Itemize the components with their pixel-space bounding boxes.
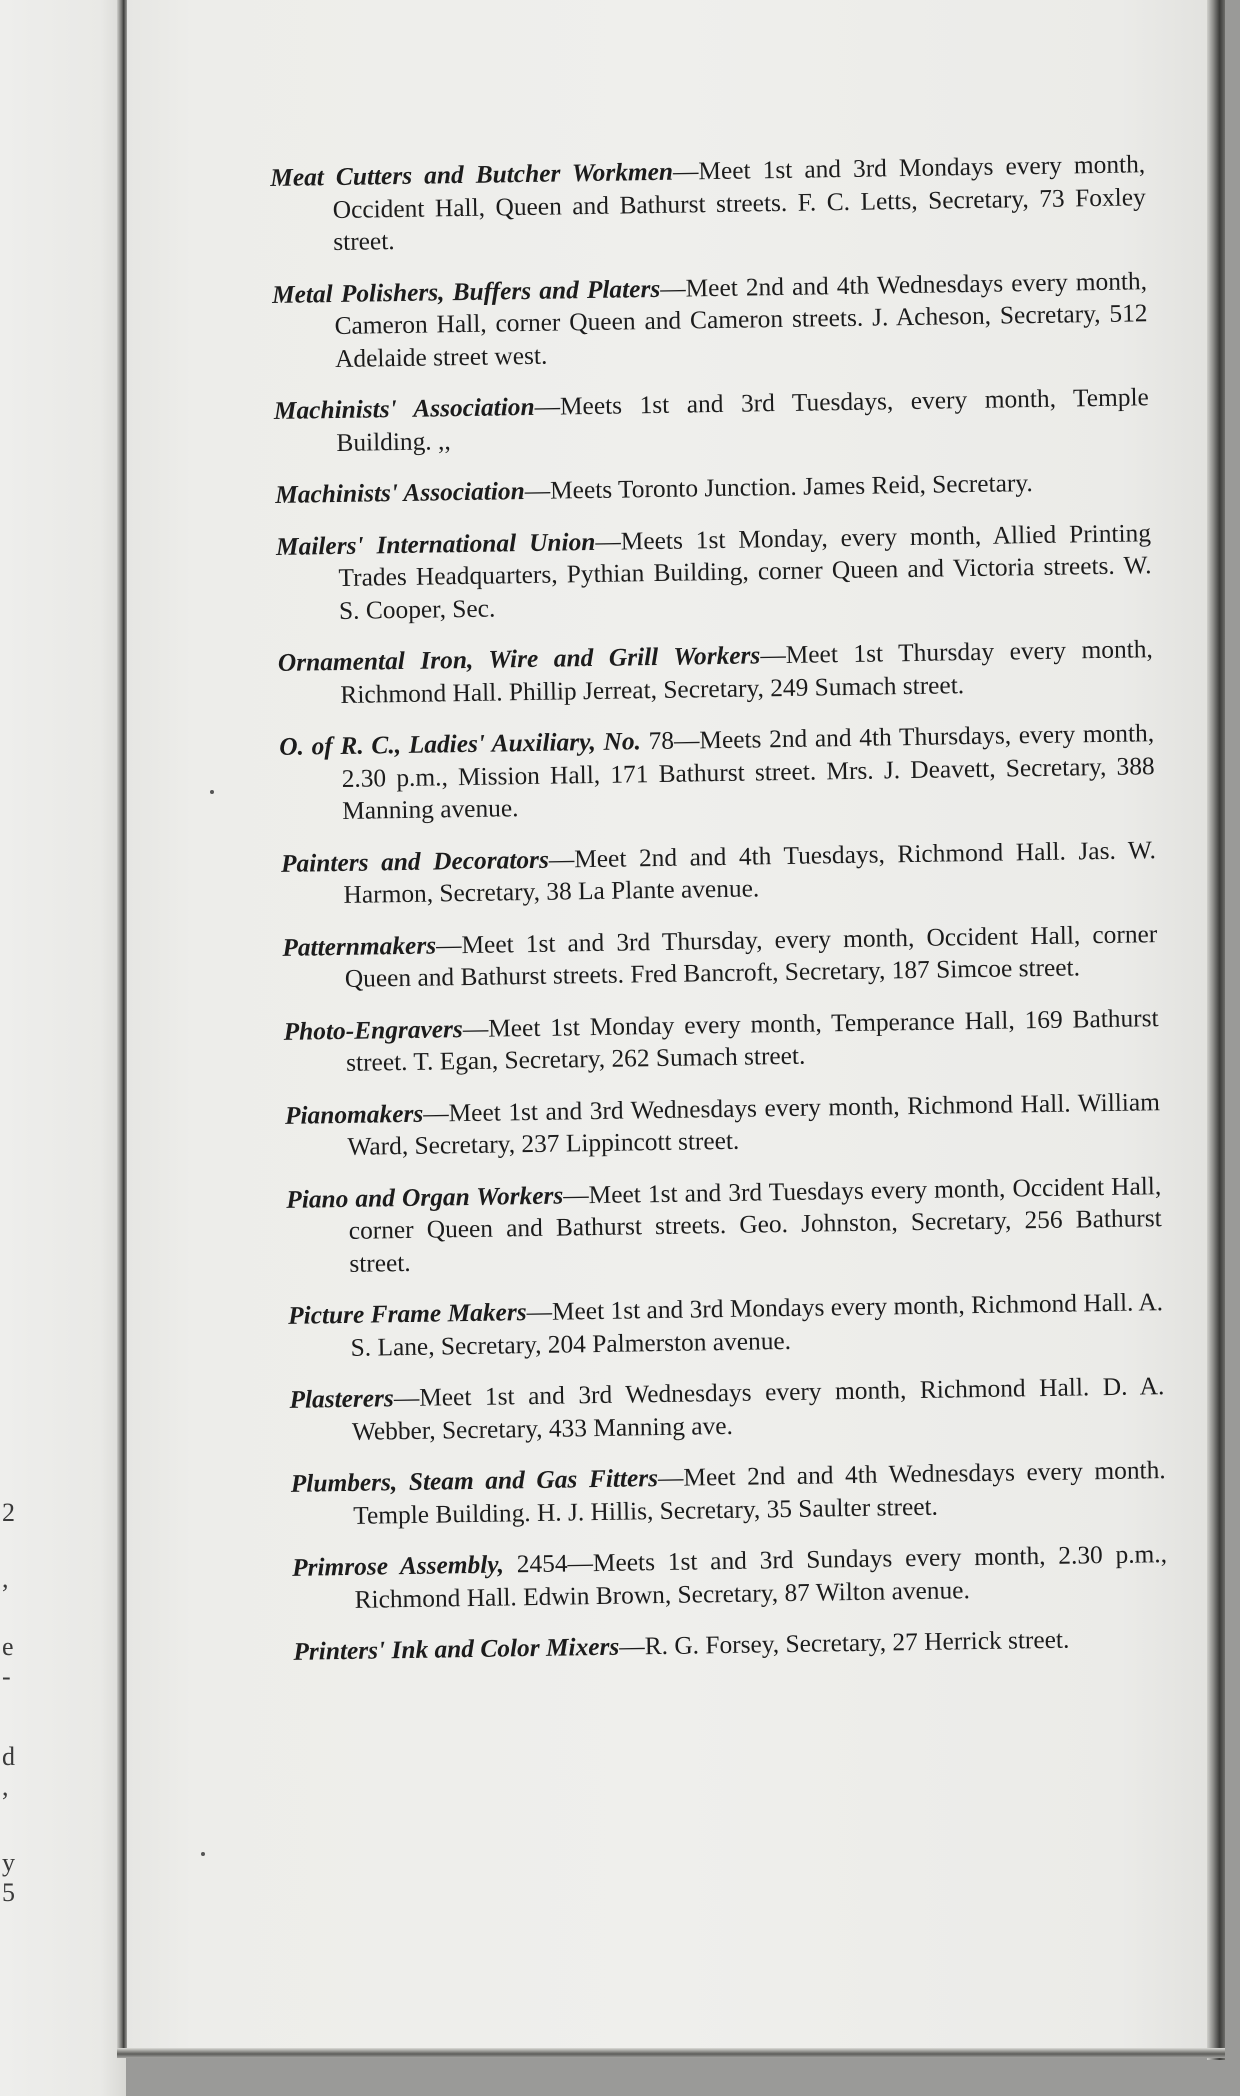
directory-entry: [282, 918, 1158, 997]
entry-name: Piano and Organ Workers: [286, 1181, 564, 1214]
entry-details: —Meet 1st and 3rd Wednesdays every month, Richmond Hall. William Ward, Secretary, 237 Lippincott street.: [347, 1087, 1161, 1161]
entry-name: Plasterers: [289, 1384, 395, 1414]
page-bottom-edge: [117, 2048, 1225, 2058]
entry-name: O. of R. C., Ladies' Auxiliary, No.: [278, 727, 642, 761]
directory-entry: [276, 517, 1152, 628]
entry-details: 2454—Meets 1st and 3rd Sundays every month, 2.30 p.m., Richmond Hall. Edwin Brown, Secretary, 87 Wilton avenue.: [354, 1540, 1168, 1614]
left-fragment: 2: [2, 1498, 15, 1527]
entry-name: Painters and Decorators: [280, 845, 550, 878]
entry-name: Meat Cutters and Butcher Workmen: [270, 157, 674, 192]
directory-entry: [288, 1286, 1164, 1365]
margin-speck: [201, 1852, 205, 1856]
directory-entry: [285, 1086, 1161, 1165]
entry-name: Printers' Ink and Color Mixers: [293, 1632, 620, 1666]
entry-name: Pianomakers: [284, 1099, 424, 1130]
directory-entry: [272, 265, 1148, 376]
directory-entry: [292, 1538, 1168, 1617]
directory-entry: [275, 465, 1150, 511]
union-directory-list: [270, 148, 1169, 1687]
directory-entry: [289, 1370, 1165, 1449]
entry-name: Patternmakers: [282, 930, 437, 962]
directory-entry: [270, 148, 1146, 259]
entry-name: Picture Frame Makers: [287, 1298, 527, 1330]
entry-details: —Meets 1st and 3rd Tuesdays, every month, Temple Building. ,,: [336, 383, 1150, 457]
directory-entry: [286, 1170, 1162, 1281]
entry-name: Primrose Assembly,: [291, 1550, 505, 1582]
entry-name: Machinists' Association: [275, 477, 525, 509]
entry-details: —Meets 1st Monday, every month, Allied Printing Trades Headquarters, Pythian Building, corner Queen and Victoria streets. W. S. Cooper, Sec.: [338, 518, 1152, 625]
entry-details: —Meet 1st and 3rd Mondays every month, Occident Hall, Queen and Bathurst streets. F. C. Letts, Secretary, 73 Foxley street.: [332, 150, 1146, 257]
entry-details: —Meet 2nd and 4th Wednesdays every month, Cameron Hall, corner Queen and Cameron streets. J. Acheson, Secretary, 512 Adelaide street west.: [334, 266, 1148, 373]
left-fragment: y: [2, 1848, 15, 1877]
directory-entry: [293, 1622, 1168, 1668]
entry-name: Ornamental Iron, Wire and Grill Workers: [277, 641, 761, 677]
directory-entry: [279, 717, 1155, 828]
entry-details: —Meets Toronto Junction. James Reid, Secretary.: [524, 469, 1033, 506]
left-fragment: ,: [2, 1772, 9, 1801]
directory-entry: [278, 633, 1154, 712]
entry-name: Plumbers, Steam and Gas Fitters: [290, 1464, 659, 1498]
directory-entry: [291, 1454, 1167, 1533]
entry-details: —Meet 1st Monday every month, Temperance Hall, 169 Bathurst street. T. Egan, Secretary, 262 Sumach street.: [345, 1003, 1159, 1077]
entry-details: —Meet 1st and 3rd Tuesdays every month, Occident Hall, corner Queen and Bathurst streets. Geo. Johnston, Secretary, 256 Bathurst street.: [348, 1171, 1162, 1278]
left-fragment: d: [2, 1742, 15, 1771]
left-fragment: -: [2, 1662, 11, 1691]
entry-name: Machinists' Association: [273, 392, 535, 425]
left-fragment: 5: [2, 1878, 15, 1907]
page-stack-edge: [1207, 0, 1225, 2060]
entry-details: —Meet 1st and 3rd Mondays every month, Richmond Hall. A. S. Lane, Secretary, 204 Palmerston avenue.: [350, 1288, 1164, 1362]
entry-details: —Meet 1st Thursday every month, Richmond Hall. Phillip Jerreat, Secretary, 249 Sumach street.: [340, 635, 1153, 709]
left-fragment: e: [2, 1632, 14, 1661]
entry-name: Photo-Engravers: [283, 1014, 464, 1046]
left-fragment: ,: [2, 1564, 9, 1593]
directory-entry: [283, 1002, 1159, 1081]
margin-speck: [210, 790, 214, 794]
entry-details: —Meet 2nd and 4th Tuesdays, Richmond Hall. Jas. W. Harmon, Secretary, 38 La Plante avenue.: [343, 835, 1157, 909]
entry-details: —R. G. Forsey, Secretary, 27 Herrick street.: [619, 1625, 1070, 1661]
entry-details: —Meet 2nd and 4th Wednesdays every month. Temple Building. H. J. Hillis, Secretary, 35 Saulter street.: [353, 1456, 1166, 1530]
directory-entry: [281, 834, 1157, 913]
entry-name: Metal Polishers, Buffers and Platers: [271, 274, 661, 309]
entry-details: 78—Meets 2nd and 4th Thursdays, every month, 2.30 p.m., Mission Hall, 171 Bathurst street. Mrs. J. Deavett, Secretary, 388 Manning avenue.: [341, 719, 1155, 825]
entry-name: Mailers' International Union: [275, 527, 596, 561]
entry-details: —Meet 1st and 3rd Thursday, every month, Occident Hall, corner Queen and Bathurst streets. Fred Bancroft, Secretary, 187 Simcoe street.: [344, 919, 1158, 993]
entry-details: —Meet 1st and 3rd Wednesdays every month, Richmond Hall. D. A. Webber, Secretary, 433 Manning ave.: [351, 1372, 1165, 1446]
left-page-sheet: [0, 0, 126, 2096]
directory-entry: [274, 381, 1150, 460]
